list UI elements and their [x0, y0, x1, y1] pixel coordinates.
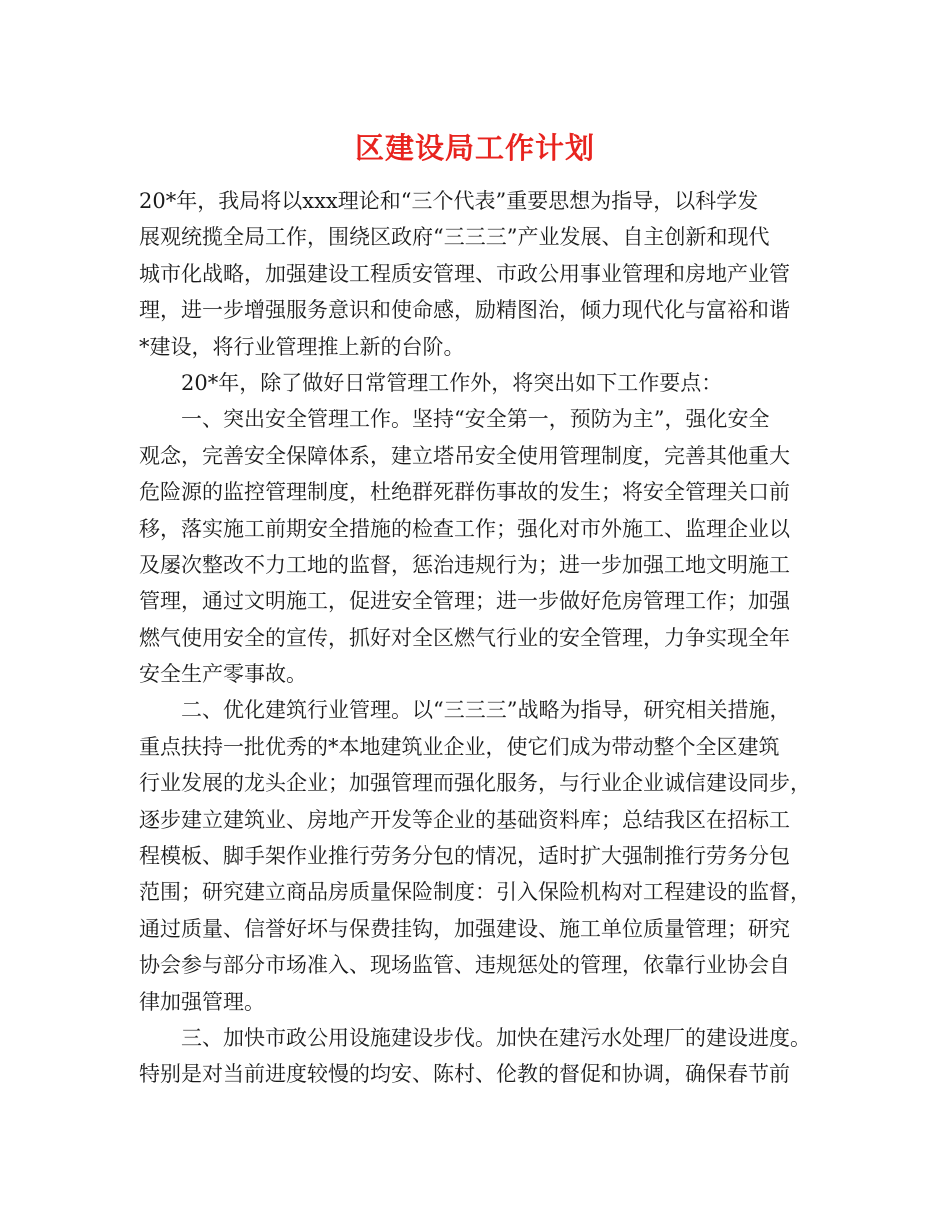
text-line: 安全生产零事故。 [139, 662, 307, 687]
text-line: 危险源的监控管理制度，杜绝群死群伤事故的发生；将安全管理关口前 [139, 480, 790, 505]
text-line: 观念，完善安全保障体系，建立塔吊安全使用管理制度，完善其他重大 [139, 443, 790, 468]
text-line: 三、加快市政公用设施建设步伐。加快在建污水处理厂的建设进度。 [181, 1025, 811, 1050]
text-line: 范围；研究建立商品房质量保险制度：引入保险机构对工程建设的监督， [139, 880, 811, 905]
text-line: 移，落实施工前期安全措施的检查工作；强化对市外施工、监理企业以 [139, 516, 790, 541]
text-line: 展观统揽全局工作，围绕区政府“三三三”产业发展、自主创新和现代 [139, 225, 770, 250]
text-line: 特别是对当前进度较慢的均安、陈村、伦教的督促和协调，确保春节前 [139, 1062, 790, 1087]
text-line: 重点扶持一批优秀的*本地建筑业企业，使它们成为带动整个全区建筑 [139, 734, 780, 759]
text-line: 逐步建立建筑业、房地产开发等企业的基础资料库；总结我区在招标工 [139, 807, 790, 832]
paragraph [139, 1020, 829, 1093]
text-line: 一、突出安全管理工作。坚持“安全第一，预防为主”，强化安全 [181, 407, 770, 432]
text-line: 城市化战略，加强建设工程质安管理、市政公用事业管理和房地产业管 [139, 261, 790, 286]
paragraph [139, 365, 829, 401]
text-line: 程模板、脚手架作业推行劳务分包的情况，适时扩大强制推行劳务分包 [139, 844, 790, 869]
text-line: 及屡次整改不力工地的监督，惩治违规行为；进一步加强工地文明施工 [139, 552, 790, 577]
paragraph [139, 692, 829, 1020]
text-line: 管理，通过文明施工，促进安全管理；进一步做好危房管理工作；加强 [139, 589, 790, 614]
text-line: 20*年，我局将以xxx理论和“三个代表”重要思想为指导，以科学发 [139, 189, 759, 213]
paragraph [139, 401, 829, 692]
text-line: 20*年，除了做好日常管理工作外，将突出如下工作要点： [181, 370, 723, 395]
paragraph [139, 183, 829, 365]
text-line: 理，进一步增强服务意识和使命感，励精图治，倾力现代化与富裕和谐 [139, 298, 790, 323]
text-line: 通过质量、信誉好坏与保费挂钩，加强建设、施工单位质量管理；研究 [139, 916, 790, 941]
document-title: 区建设局工作计划 [354, 131, 595, 165]
text-line: 律加强管理。 [139, 989, 265, 1014]
text-line: 燃气使用安全的宣传，抓好对全区燃气行业的安全管理，力争实现全年 [139, 625, 790, 650]
text-line: 行业发展的龙头企业；加强管理而强化服务，与行业企业诚信建设同步， [139, 771, 811, 796]
document-body [139, 183, 829, 1093]
text-line: 协会参与部分市场准入、现场监管、违规惩处的管理，依靠行业协会自 [139, 953, 790, 978]
text-line: *建设，将行业管理推上新的台阶。 [139, 334, 465, 359]
text-line: 二、优化建筑行业管理。以“三三三”战略为指导，研究相关措施， [181, 698, 791, 723]
